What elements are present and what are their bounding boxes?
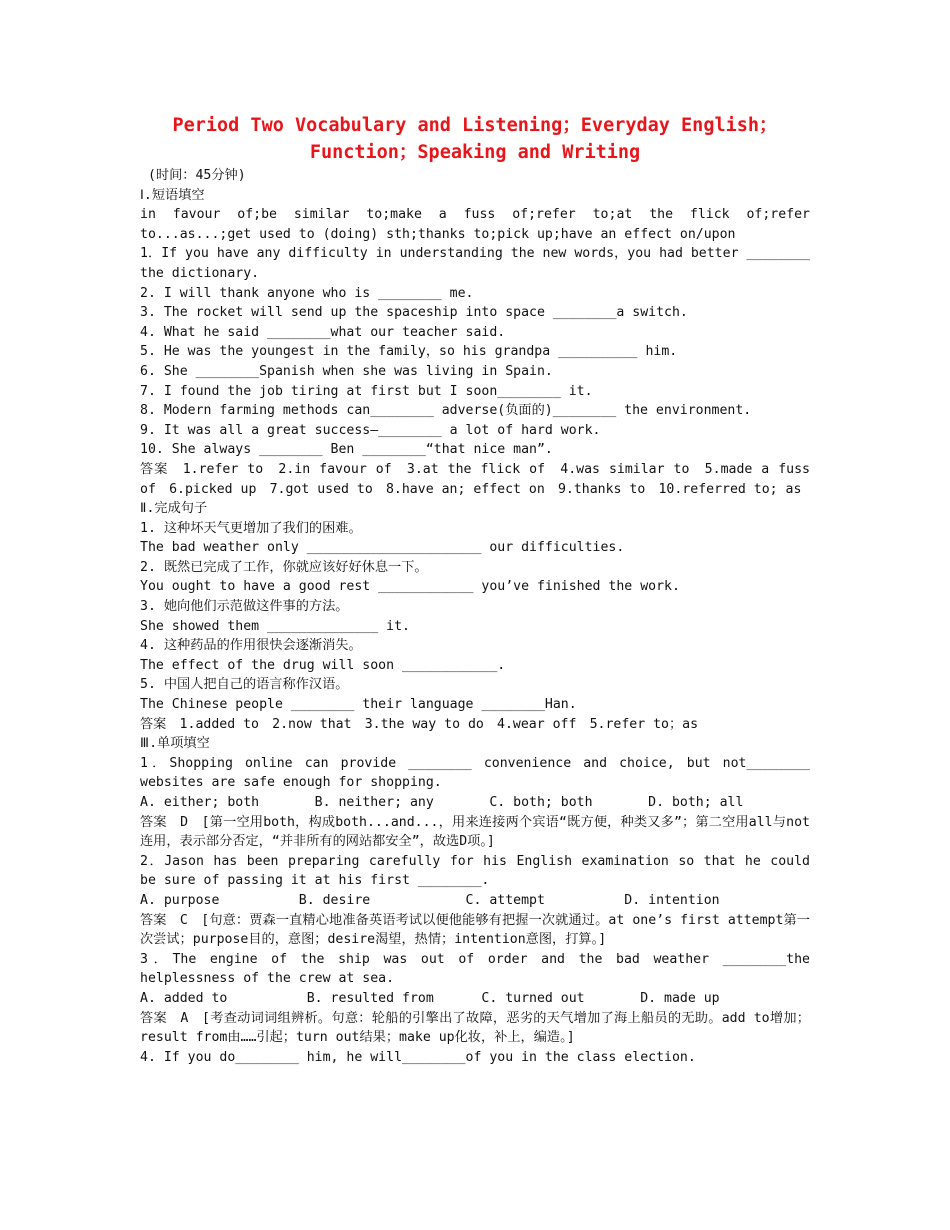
section-2-item: 4. 这种药品的作用很快会逐渐消失。 xyxy=(140,638,362,654)
section-1-item: 4. What he said ________what our teacher said. xyxy=(140,324,506,340)
phrase-bank: in favour of;be similar to;make a fuss of;refer to;at the flick of;refer to...as...;get used to (doing) sth;thanks to;pick up;have an effect on/upon xyxy=(140,207,818,242)
section-1-item: 7. I found the job tiring at first but I soon________ it. xyxy=(140,383,593,399)
section-1-item: 6. She ________Spanish when she was living in Spain. xyxy=(140,363,553,379)
section-2-item: 5. 中国人把自己的语言称作汉语。 xyxy=(140,677,349,693)
question-answer: 答案 A [考查动词词组辨析。句意：轮船的引擎出了故障，恶劣的天气增加了海上船员的无助。add to增加；result from由……引起；turn out结果；make up化妆，补上，编造。] xyxy=(140,1010,810,1046)
section-2-item: The bad weather only ______________________ our difficulties. xyxy=(140,540,625,556)
question-answer: 答案 C [句意：贾森一直精心地准备英语考试以便他能够有把握一次就通过。at one’s first attempt第一次尝试；purpose目的，意图；desire渴望，热情；intention意图，打算。] xyxy=(140,912,810,948)
section-1-item: 10. She always ________ Ben ________“that nice man”. xyxy=(140,442,553,458)
section-2-item: She showed them ______________ it. xyxy=(140,618,410,634)
question-stem: 1．Shopping online can provide ________ convenience and choice, but not________ websites are safe enough for shopping. xyxy=(140,755,818,791)
section-1-item: 3. The rocket will send up the spaceship into space ________a switch. xyxy=(140,305,688,321)
section-3-heading: Ⅲ.单项填空 xyxy=(140,736,210,752)
section-2-item: 3. 她向他们示范做这件事的方法。 xyxy=(140,599,349,615)
section-1-item: 1．If you have any difficulty in understanding the new words，you had better ________ the dictionary. xyxy=(140,246,818,281)
question-options: A. either; both B. neither; any C. both; both D. both; all xyxy=(140,795,744,810)
question-stem: 3．The engine of the ship was out of order and the bad weather ________the helplessness of the crew at sea. xyxy=(140,951,818,987)
document-title-line-2: Function；Speaking and Writing xyxy=(309,142,641,163)
time-limit: (时间：45分钟) xyxy=(140,168,246,183)
section-1-heading: Ⅰ.短语填空 xyxy=(140,187,205,203)
document-title-line-1: Period Two Vocabulary and Listening；Everyday English； xyxy=(172,115,778,136)
question-stem: 4. If you do________ him, he will________of you in the class election. xyxy=(140,1049,696,1065)
section-1-answer: 答案 1.refer to 2.in favour of 3.at the flick of 4.was similar to 5.made a fuss of 6.picked up 7.got used to 8.have an; effect on 9.thanks to 10.referred to; as xyxy=(140,461,818,497)
section-2-item: 1. 这种坏天气更增加了我们的困难。 xyxy=(140,520,362,536)
section-2-item: You ought to have a good rest ____________ you’ve finished the work. xyxy=(140,579,680,595)
section-2-item: 2. 既然已完成了工作，你就应该好好休息一下。 xyxy=(140,559,428,575)
question-answer: 答案 D [第一空用both，构成both...and...，用来连接两个宾语“既方便，种类又多”；第二空用all与not连用，表示部分否定，“并非所有的网站都安全”，故选D项。] xyxy=(140,814,810,850)
section-1-item: 8. Modern farming methods can________ adverse(负面的)________ the environment. xyxy=(140,403,752,419)
question-options: A. purpose B. desire C. attempt D. intention xyxy=(140,892,720,908)
section-1-item: 2. I will thank anyone who is ________ me. xyxy=(140,285,474,301)
section-2-item: The effect of the drug will soon ____________. xyxy=(140,657,506,673)
document-page xyxy=(140,112,818,1067)
section-2-answer: 答案 1.added to 2.now that 3.the way to do 4.wear off 5.refer to；as xyxy=(140,716,699,732)
question-options: A. added to B. resulted from C. turned out D. made up xyxy=(140,990,720,1006)
section-2-item: The Chinese people ________ their language ________Han. xyxy=(140,697,577,713)
section-1-item: 9. It was all a great success—________ a lot of hard work. xyxy=(140,422,601,438)
question-stem: 2．Jason has been preparing carefully for his English examination so that he could be sure of passing it at his first ________. xyxy=(140,853,818,889)
section-1-item: 5. He was the youngest in the family，so his grandpa __________ him. xyxy=(140,344,678,360)
section-2-heading: Ⅱ.完成句子 xyxy=(140,501,208,517)
